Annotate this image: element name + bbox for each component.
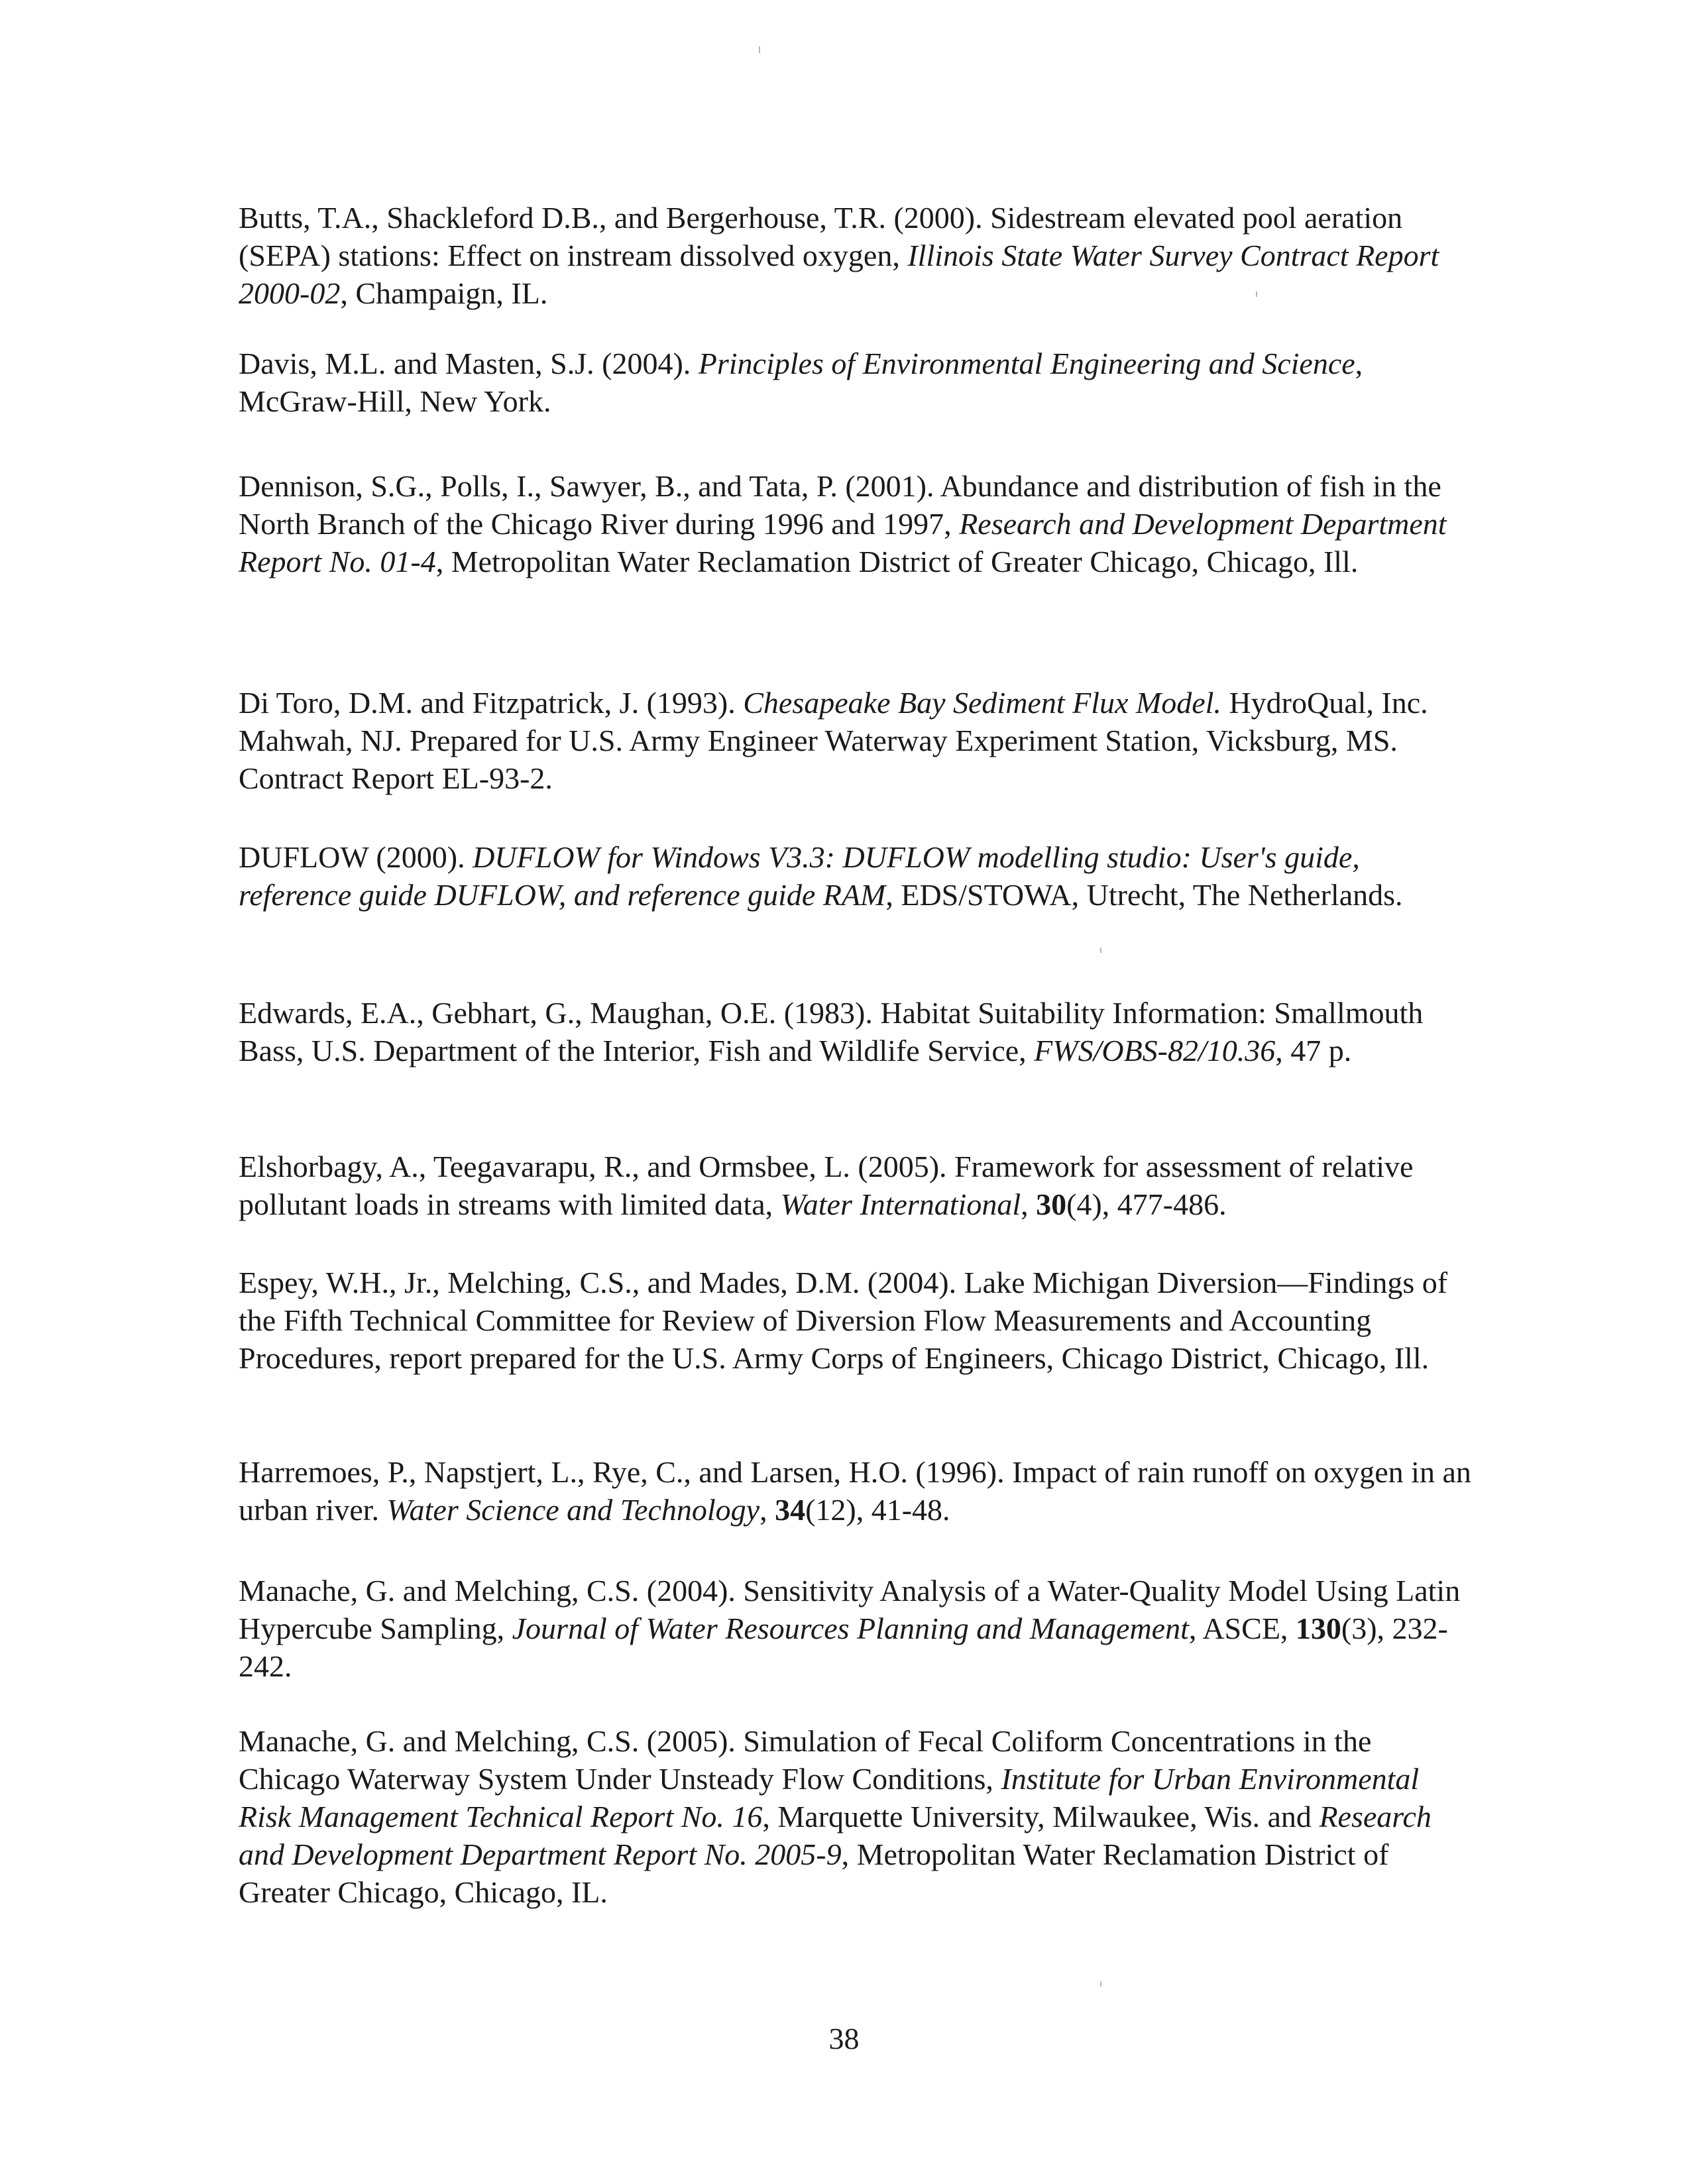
reference-text: Davis, M.L. and Masten, S.J. (2004). [239,347,699,380]
reference-title-italic: Chesapeake Bay Sediment Flux Model. [743,686,1221,720]
reference-entry [239,1453,1471,1529]
reference-entry [239,467,1471,580]
reference-text: , [1021,1187,1037,1221]
reference-text: (4), 477-486. [1066,1187,1227,1221]
reference-text: Di Toro, D.M. and Fitzpatrick, J. (1993). [239,686,744,720]
reference-text: Butts, T.A., Shackleford D.B., and Bergerhouse, T.R. (2000). Sidestream elevated pool aeration (SEPA) stations: Effect on instream dissolved oxygen, [239,201,1403,272]
scan-speck [759,46,760,53]
reference-title-italic: FWS/OBS-82/10.36 [1034,1034,1276,1067]
reference-text: , Marquette University, Milwaukee, Wis. and [762,1800,1320,1833]
reference-text: , 47 p. [1275,1034,1352,1067]
reference-text: Manache, G. and Melching, C.S. (2004). Sensitivity Analysis of a Water-Quality Model Using Latin Hypercube Sampling, [239,1574,1461,1645]
reference-title-italic: Illinois State Water Survey Contract Report 2000-02 [239,239,1439,310]
reference-title-italic: Water International [780,1187,1021,1221]
reference-text: Elshorbagy, A., Teegavarapu, R., and Ormsbee, L. (2005). Framework for assessment of relative pollutant loads in streams with limited data, [239,1150,1414,1221]
reference-entry [239,345,1471,420]
reference-entry [239,1148,1471,1223]
reference-title-italic: Institute for Urban Environmental Risk Management Technical Report No. 16 [239,1762,1420,1833]
reference-text: , Metropolitan Water Reclamation District of Greater Chicago, Chicago, IL. [239,1837,1389,1909]
reference-volume-bold: 130 [1295,1611,1341,1645]
reference-text: , ASCE, [1188,1611,1296,1645]
reference-text: HydroQual, Inc. Mahwah, NJ. Prepared for U.S. Army Engineer Waterway Experiment Station, Vicksburg, MS. Contract Report EL-93-2. [239,686,1428,795]
reference-title-italic: Research and Development Department Report No. 2005-9 [239,1800,1432,1871]
scan-speck [1100,948,1101,953]
reference-volume-bold: 34 [775,1493,806,1527]
reference-title-italic: Principles of Environmental Engineering and Science [698,347,1355,380]
reference-text: DUFLOW (2000). [239,840,473,874]
reference-text: Dennison, S.G., Polls, I., Sawyer, B., and Tata, P. (2001). Abundance and distribution of fish in the North Branch of the Chicago River during 1996 and 1997, [239,469,1441,541]
reference-text: Edwards, E.A., Gebhart, G., Maughan, O.E. (1983). Habitat Suitability Information: Smallmouth Bass, U.S. Department of the Interior, Fish and Wildlife Service, [239,996,1424,1067]
reference-title-italic: Research and Development Department Report No. 01-4 [239,507,1447,578]
reference-text: , EDS/STOWA, Utrecht, The Netherlands. [885,878,1403,912]
reference-title-italic: Water Science and Technology [386,1493,760,1527]
reference-text: Manache, G. and Melching, C.S. (2005). Simulation of Fecal Coliform Concentrations in the Chicago Waterway System Under Unsteady Flow Conditions, [239,1724,1372,1796]
reference-entry [239,684,1471,797]
reference-text: , [760,1493,775,1527]
reference-entry [239,1572,1471,1685]
reference-text: , McGraw-Hill, New York. [239,347,1363,418]
reference-text: , Champaign, IL. [340,276,548,310]
reference-text: Espey, W.H., Jr., Melching, C.S., and Mades, D.M. (2004). Lake Michigan Diversion—Findings of the Fifth Technical Committee for Review of Diversion Flow Measurements and Accounting Procedures, report prepared for the U.S. Army Corps of Engineers, Chicago District, Chicago, Ill. [239,1266,1448,1375]
reference-text: , Metropolitan Water Reclamation District of Greater Chicago, Chicago, Ill. [435,545,1359,578]
reference-entry [239,838,1471,914]
page-number: 38 [828,2022,860,2055]
reference-text: (3), 232-242. [239,1611,1448,1683]
reference-text: Harremoes, P., Napstjert, L., Rye, C., and Larsen, H.O. (1996). Impact of rain runoff on oxygen in an urban river. [239,1455,1471,1527]
reference-title-italic: Journal of Water Resources Planning and Management [512,1611,1189,1645]
scan-speck [1100,1981,1101,1987]
reference-entry [239,199,1471,312]
reference-entry [239,1722,1471,1911]
reference-text: (12), 41-48. [805,1493,950,1527]
reference-title-italic: DUFLOW for Windows V3.3: DUFLOW modelling studio: User's guide, reference guide DUFLOW, and reference guide RAM [239,840,1360,912]
reference-entry [239,994,1471,1069]
reference-volume-bold: 30 [1036,1187,1067,1221]
reference-entry [239,1264,1471,1377]
